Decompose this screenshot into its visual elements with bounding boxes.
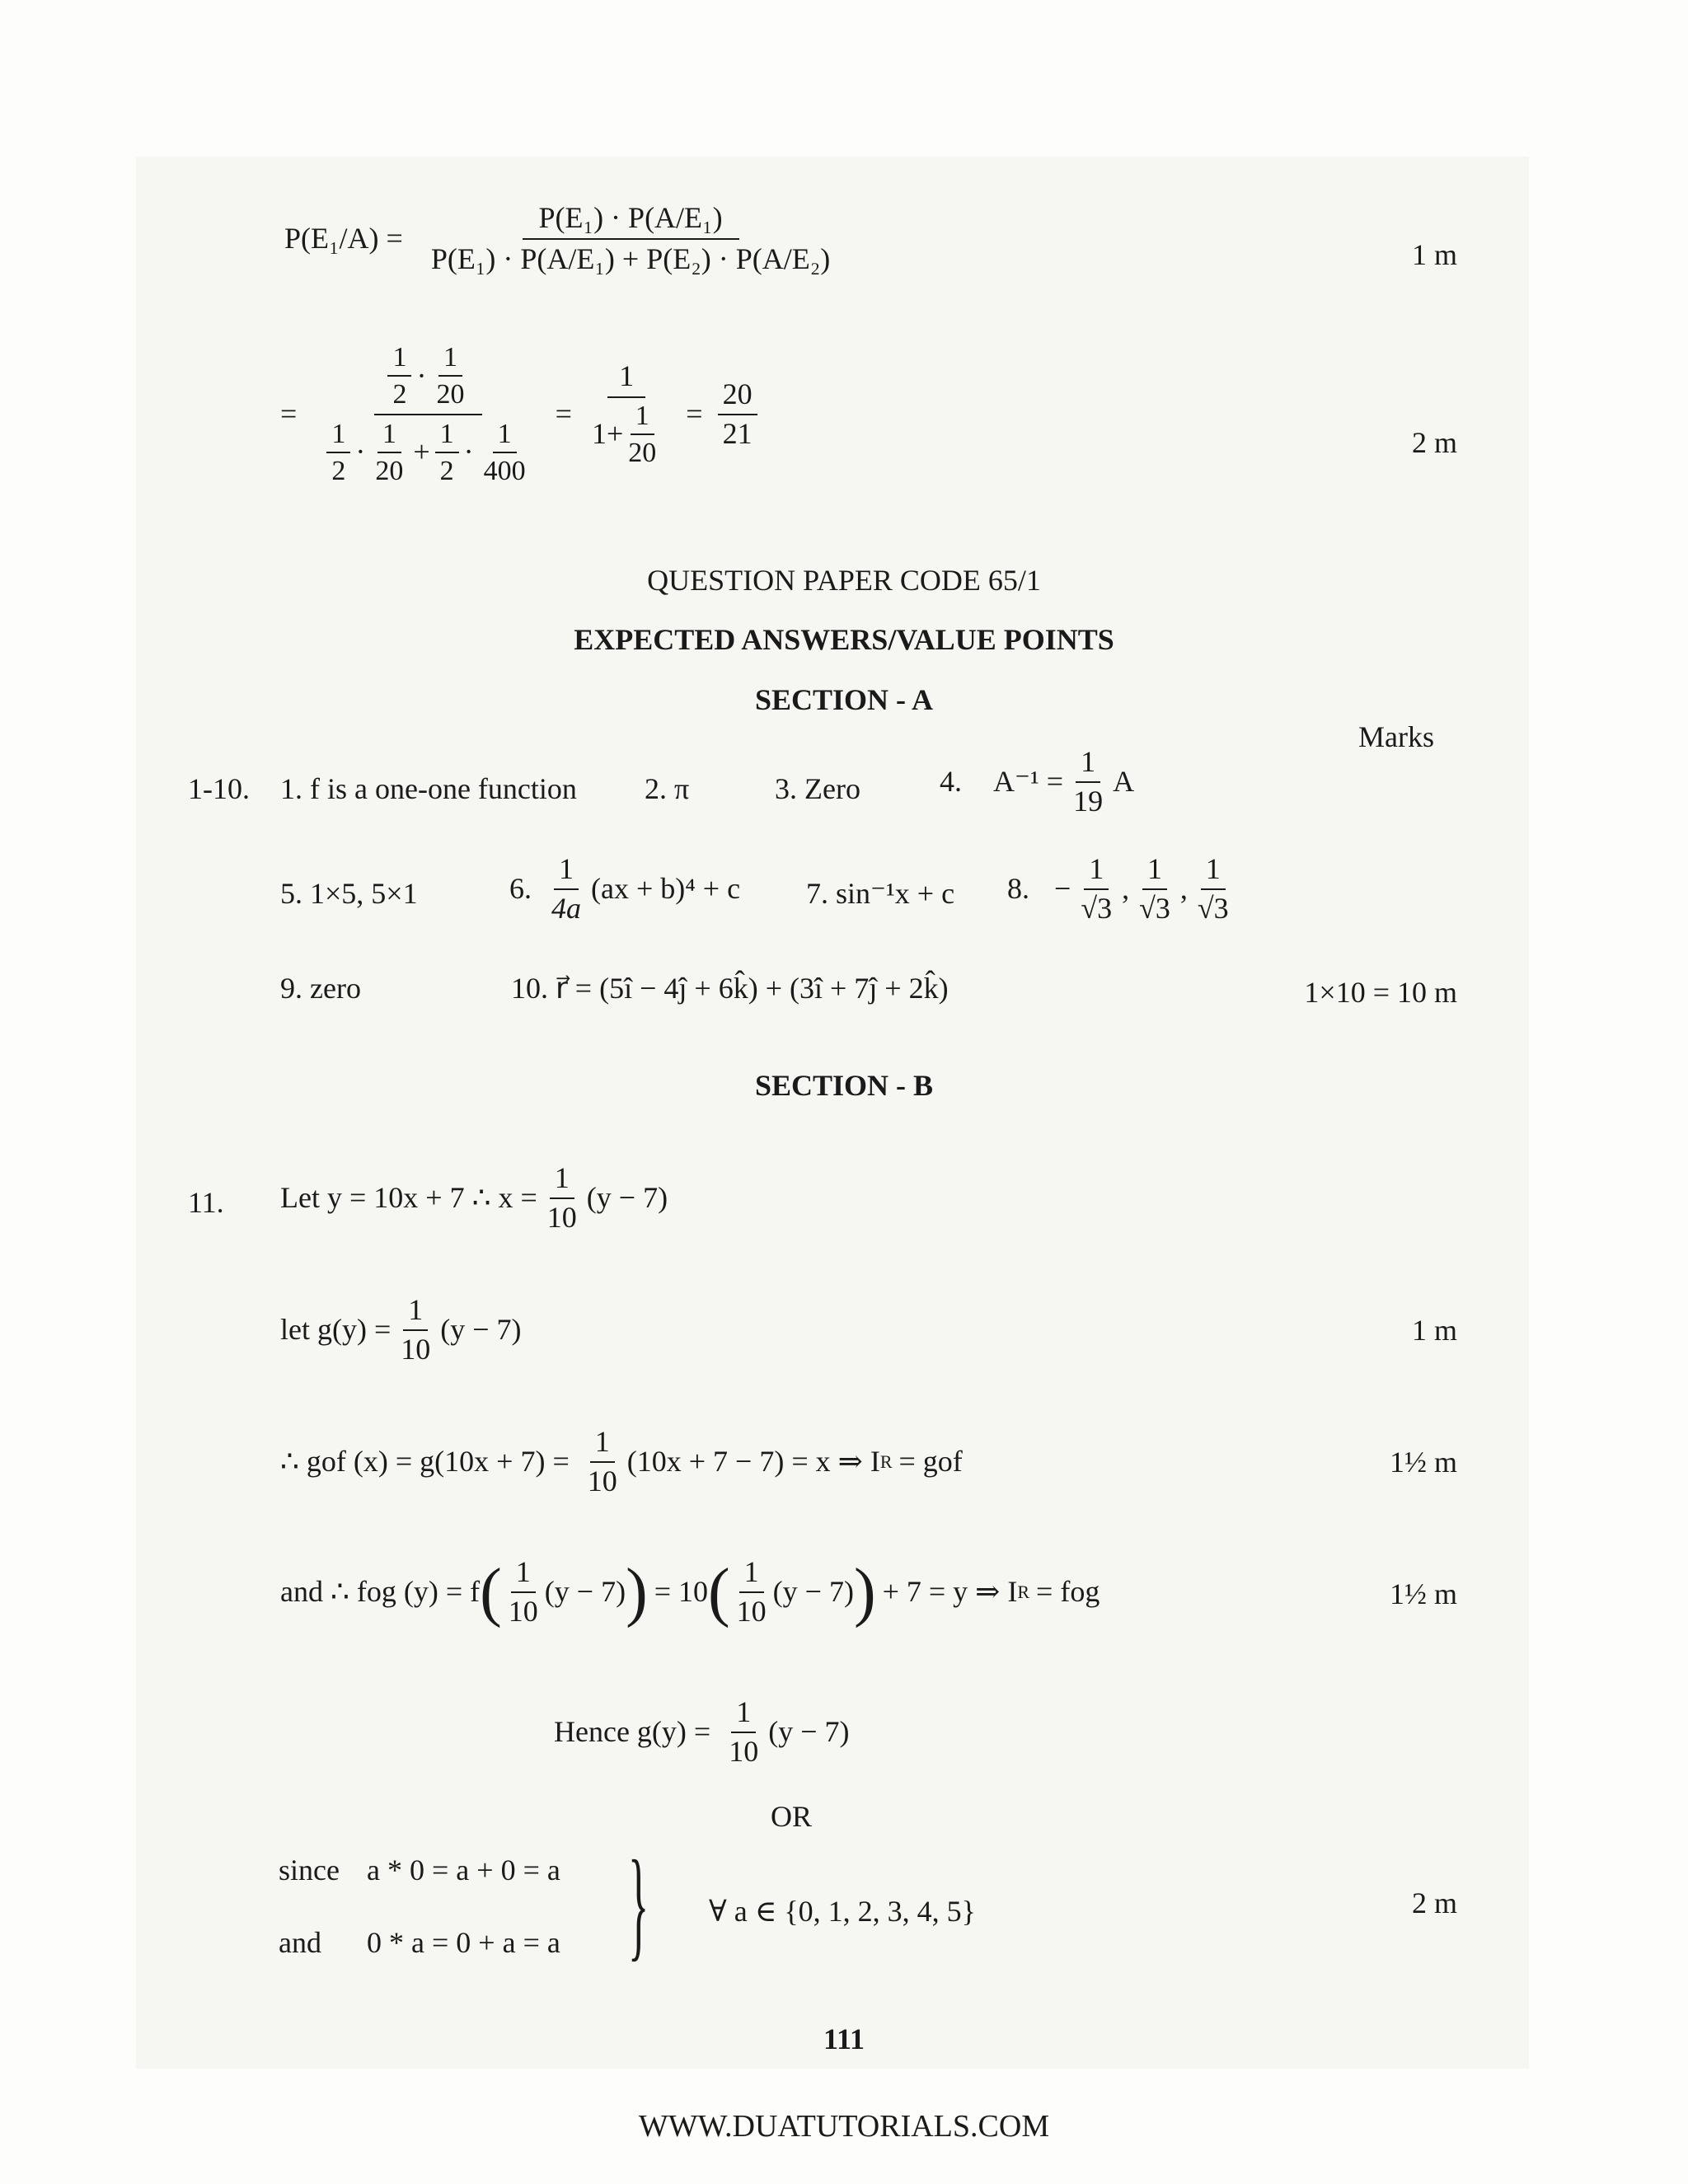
bayes-numerator: P(E₁) · P(A/E₁) bbox=[523, 202, 739, 240]
bayes-denominator: P(E₁) · P(A/E₁) + P(E₂) · P(A/E₂) bbox=[430, 241, 831, 275]
answer-7: 7. sin⁻¹x + c bbox=[806, 877, 955, 910]
page-number: 111 bbox=[823, 2022, 865, 2055]
frac-d1: $\frac{1}{2}$ bbox=[326, 419, 350, 487]
and-equation: 0 * a = 0 + a = a bbox=[367, 1926, 560, 1959]
answer-1: 1. f is a one-one function bbox=[280, 772, 577, 805]
answer-9: 9. zero bbox=[280, 972, 361, 1005]
eq2-equals: = bbox=[280, 396, 298, 430]
right-brace: } bbox=[628, 1835, 649, 1972]
bayes-formula bbox=[284, 202, 851, 275]
mark-or: 2 m bbox=[1411, 1886, 1457, 1919]
section-a-heading: SECTION - A bbox=[754, 683, 934, 716]
frac-d4: $\frac{1}{400}$ bbox=[483, 418, 526, 487]
answer-3: 3. Zero bbox=[775, 772, 860, 805]
answer-6: 6. $\frac{1}{4a}$ (ax + b)⁴ + c bbox=[509, 852, 741, 925]
eq2-numerator: $\frac{1}{2}$ · $\frac{1}{20}$ bbox=[374, 342, 482, 415]
frac-d3: $\frac{1}{2}$ bbox=[435, 419, 459, 487]
mark-eq1: 1 m bbox=[1411, 238, 1457, 271]
or-separator: OR bbox=[771, 1800, 813, 1833]
mark-q11-line-4: 1½ m bbox=[1389, 1577, 1457, 1610]
q11-line-2: let g(y) = $\frac{1}{10}$ (y − 7) bbox=[280, 1293, 522, 1366]
frac-half: $\frac{1}{2}$ bbox=[387, 342, 411, 410]
mark-section-a: 1×10 = 10 m bbox=[1304, 976, 1457, 1009]
question-paper-code: QUESTION PAPER CODE 65/1 bbox=[647, 564, 1041, 597]
bayes-substitution: = $\frac{1}{2}$ · $\frac{1}{20}$ $\frac{1}{2}$ · $\frac{1}{20}$ + $\frac{1}{2}$ · $\frac{1}{400}$ = 1 1+ $\frac{1}{20}$ = $\frac{20}{21}$ bbox=[280, 342, 762, 487]
question-11-number: 11. bbox=[188, 1186, 224, 1219]
frac-d2: $\frac{1}{20}$ bbox=[375, 418, 404, 487]
q11-line-3: ∴ gof (x) = g(10x + 7) = $\frac{1}{10}$ (10x + 7 − 7) = x ⇒ I R = gof bbox=[280, 1425, 963, 1497]
q11-hence: Hence g(y) = $\frac{1}{10}$ (y − 7) bbox=[554, 1695, 850, 1768]
q11-line-1: Let y = 10x + 7 ∴ x = $\frac{1}{10}$ (y − 7) bbox=[280, 1161, 668, 1234]
expected-answers-heading: EXPECTED ANSWERS/VALUE POINTS bbox=[574, 623, 1114, 656]
answer-4: 4. A⁻¹ = $\frac{1}{19}$ A bbox=[940, 745, 1135, 818]
eq2-mid-fraction: 1 1+ $\frac{1}{20}$ bbox=[591, 359, 657, 469]
since-equation: a * 0 = a + 0 = a bbox=[367, 1854, 560, 1886]
mark-eq2: 2 m bbox=[1411, 426, 1457, 459]
answer-2: 2. π bbox=[645, 772, 690, 805]
answers-range: 1-10. bbox=[188, 772, 250, 805]
q11-line-4: and ∴ fog (y) = f ( $\frac{1}{10}$ (y − 7) ) = 10 ( $\frac{1}{10}$ (y − 7) ) + 7 = y ⇒ I R = fog bbox=[280, 1555, 1100, 1629]
answer-5: 5. 1×5, 5×1 bbox=[280, 877, 418, 910]
eq2-denominator: $\frac{1}{2}$ · $\frac{1}{20}$ + $\frac{1}{2}$ · $\frac{1}{400}$ bbox=[321, 415, 535, 487]
forall-set: ∀ a ∈ {0, 1, 2, 3, 4, 5} bbox=[709, 1895, 976, 1928]
bayes-lhs: P(E₁/A) = bbox=[284, 221, 403, 255]
section-b-heading: SECTION - B bbox=[754, 1069, 934, 1102]
since-label: since bbox=[279, 1854, 340, 1886]
eq2-big-fraction bbox=[321, 342, 535, 487]
answer-10: 10. r⃗ = (5î − 4ĵ + 6k̂) + (3î + 7ĵ + 2k̂) bbox=[511, 972, 949, 1005]
mark-q11-line-3: 1½ m bbox=[1389, 1446, 1457, 1479]
website-link[interactable]: WWW.DUATUTORIALS.COM bbox=[638, 2109, 1050, 2144]
eq2-result-fraction: $\frac{20}{21}$ bbox=[718, 378, 757, 450]
frac-twentieth: $\frac{1}{20}$ bbox=[436, 342, 465, 410]
marks-label: Marks bbox=[1358, 720, 1434, 753]
bayes-fraction bbox=[415, 202, 846, 275]
answer-8: 8. − $\frac{1}{√3}$ , $\frac{1}{√3}$ , $\frac{1}{√3}$ bbox=[1007, 852, 1229, 925]
and-label: and bbox=[279, 1926, 321, 1959]
mark-q11-line-2: 1 m bbox=[1411, 1314, 1457, 1347]
